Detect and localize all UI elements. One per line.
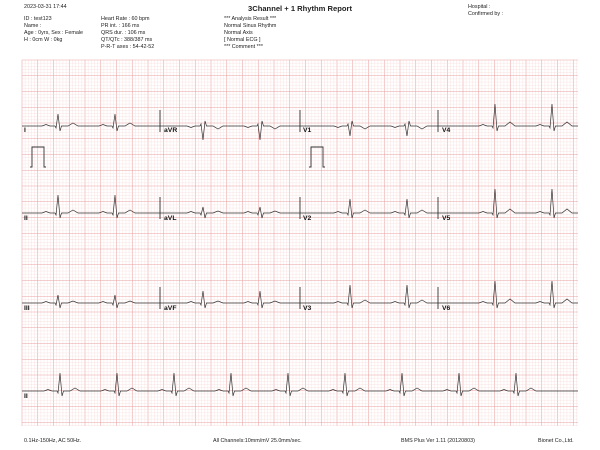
confirmed-by-label: Confirmed by : (468, 11, 504, 17)
lead-label-v1: V1 (303, 127, 312, 134)
trace-lead-iii (22, 295, 160, 308)
analysis-comment: *** Comment *** (224, 44, 263, 50)
company-name: Bionet Co.,Ltd. (538, 438, 574, 444)
lead-label-v2: V2 (303, 215, 312, 222)
hospital-label: Hospital : (468, 4, 491, 10)
analysis-line-3: [ Normal ECG ] (224, 37, 261, 43)
lead-label-avf: aVF (164, 305, 177, 312)
filter-info: 0.1Hz-150Hz, AC 50Hz. (24, 438, 82, 444)
lead-label-avr: aVR (164, 127, 178, 134)
lead-label-v4: V4 (442, 127, 451, 134)
heart-rate: Heart Rate : 60 bpm (101, 16, 150, 22)
lead-label-v3: V3 (303, 305, 312, 312)
analysis-header: *** Analysis Result *** (224, 16, 277, 22)
patient-age-sex: Age : 0yrs, Sex : Female (24, 30, 84, 36)
software-version: BMS Plus Ver 1.11 (20120803) (401, 438, 475, 444)
lead-label-v6: V6 (442, 305, 451, 312)
trace-lead-v4 (438, 104, 578, 131)
lead-label-i: I (24, 127, 26, 134)
lead-label-v5: V5 (442, 215, 451, 222)
recording-settings: All Channels:10mm/mV 25.0mm/sec. (213, 438, 302, 444)
report-datetime: 2023-03-31 17:44 (24, 4, 67, 10)
pr-interval: PR int. : 166 ms (101, 23, 140, 29)
analysis-line-1: Normal Sinus Rhythm (224, 23, 277, 29)
lead-label-rhythm-ii: II (24, 393, 28, 400)
qt-qtc: QT/QTc : 388/387 ms (101, 37, 153, 43)
trace-lead-v6 (438, 281, 578, 308)
trace-lead-ii (22, 195, 160, 218)
trace-lead-v5 (438, 189, 578, 218)
patient-id: ID : test123 (24, 16, 52, 22)
patient-height-weight: H : 0cm W : 0kg (24, 37, 63, 43)
patient-name: Name : (24, 23, 42, 29)
lead-label-ii: II (24, 215, 28, 222)
prt-axes: P-R-T axes : 54-42-52 (101, 44, 155, 50)
qrs-duration: QRS dur. : 106 ms (101, 30, 146, 36)
report-title: 3Channel + 1 Rhythm Report (247, 4, 352, 13)
lead-label-iii: III (24, 305, 30, 312)
analysis-line-2: Normal Axis (224, 30, 253, 36)
lead-label-avl: aVL (164, 215, 177, 222)
